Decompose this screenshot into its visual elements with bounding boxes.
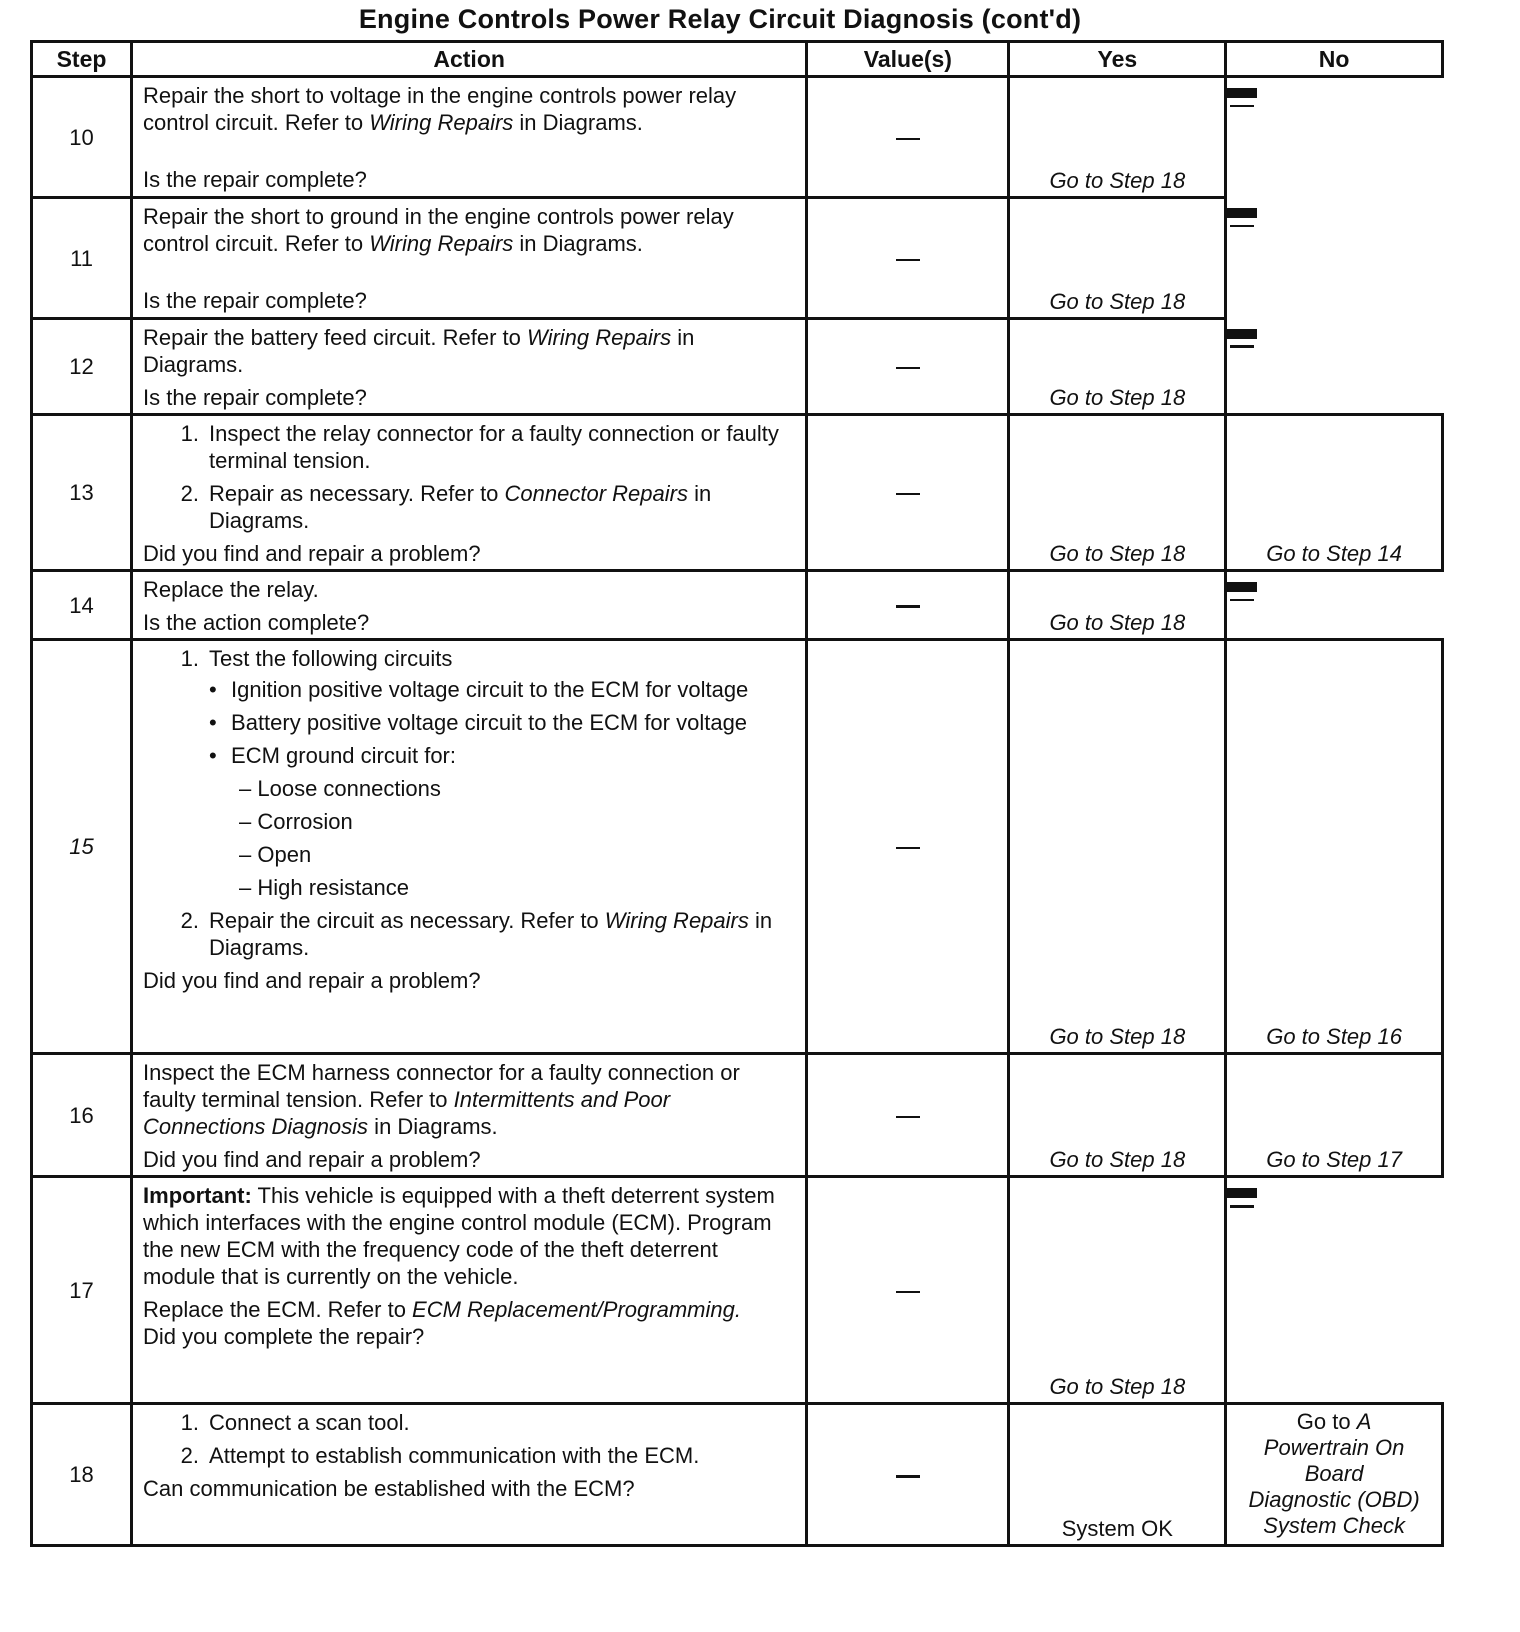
step-number: 16 <box>32 1054 132 1177</box>
reference-link: Wiring Repairs <box>604 908 749 933</box>
step-number: 14 <box>32 571 132 640</box>
value-cell <box>807 198 1009 319</box>
dash-mark <box>896 847 920 849</box>
step-number: 17 <box>32 1177 132 1404</box>
table-row <box>32 1177 1443 1404</box>
no-cell <box>1227 582 1257 592</box>
yes-cell: Go to Step 18 <box>1009 77 1226 198</box>
bullet-item: • Ignition positive voltage circuit to the ECM for voltage <box>209 677 749 702</box>
action-cell <box>132 1054 807 1177</box>
action-cell <box>132 1404 807 1546</box>
dash-mark <box>1230 1205 1254 1208</box>
action-text: Repair the short to voltage in the engine controls power relay control circuit. Refer to Wiring Repairs in Diagrams. <box>143 83 737 135</box>
numbered-list <box>143 907 795 961</box>
yes-cell: System OK <box>1009 1404 1226 1546</box>
list-item: 1. Inspect the relay connector for a faulty connection or faulty terminal tension. <box>180 421 779 473</box>
table-row <box>32 319 1443 415</box>
page-title: Engine Controls Power Relay Circuit Diagnosis (cont'd) <box>358 4 1082 34</box>
list-item: 1. Connect a scan tool. <box>180 1410 410 1435</box>
sub-item: – Corrosion <box>239 809 353 834</box>
action-text: Repair the short to ground in the engine controls power relay control circuit. Refer to Wiring Repairs in Diagrams. <box>143 204 734 256</box>
action-text: Replace the relay. <box>143 577 319 602</box>
header-action: Action <box>132 42 807 77</box>
step-number: 10 <box>32 77 132 198</box>
action-question: Did you find and repair a problem? <box>143 541 481 566</box>
no-cell: Go to Step 17 <box>1226 1054 1443 1177</box>
action-cell <box>132 77 807 198</box>
list-item: 1. Test the following circuits <box>180 646 453 671</box>
reference-link: Wiring Repairs <box>369 231 514 256</box>
table-row <box>32 640 1443 1054</box>
action-cell <box>132 1177 807 1404</box>
numbered-list <box>143 1409 795 1469</box>
step-number: 13 <box>32 415 132 571</box>
no-cell <box>1227 88 1257 98</box>
table-row <box>32 1404 1443 1546</box>
dash-mark <box>896 1475 920 1478</box>
header-values: Value(s) <box>807 42 1009 77</box>
value-cell <box>807 1054 1009 1177</box>
step-number: 15 <box>32 640 132 1054</box>
reference-link: Connector Repairs <box>504 481 688 506</box>
header-no: No <box>1226 42 1443 77</box>
value-cell <box>807 571 1009 640</box>
action-question: Is the repair complete? <box>143 385 367 410</box>
bullet-item: • Battery positive voltage circuit to the ECM for voltage <box>209 710 748 735</box>
table-row <box>32 415 1443 571</box>
table-row <box>32 198 1443 319</box>
table-row <box>32 571 1443 640</box>
bullet-item: • ECM ground circuit for: <box>209 743 456 768</box>
value-cell <box>807 319 1009 415</box>
header-row <box>32 42 1443 77</box>
dash-mark <box>896 259 920 261</box>
diagnosis-table <box>30 40 1444 1547</box>
header-step: Step <box>32 42 132 77</box>
table-row <box>32 1054 1443 1177</box>
action-question: Did you find and repair a problem? <box>143 1147 481 1172</box>
dash-mark <box>896 138 920 140</box>
dash-mark <box>896 1116 920 1118</box>
yes-cell: Go to Step 18 <box>1009 198 1226 319</box>
no-cell: Go to Step 14 <box>1226 415 1443 571</box>
action-text: Replace the ECM. Refer to ECM Replacement/Programming. <box>143 1297 741 1322</box>
value-cell <box>807 1177 1009 1404</box>
sub-item: – Open <box>239 842 312 867</box>
action-question: Did you complete the repair? <box>143 1324 425 1349</box>
no-cell <box>1227 329 1257 339</box>
numbered-list <box>143 645 795 672</box>
step-number: 12 <box>32 319 132 415</box>
action-question: Is the repair complete? <box>143 288 367 313</box>
yes-cell: Go to Step 18 <box>1009 1177 1226 1404</box>
dash-mark <box>1230 345 1254 348</box>
reference-link: Wiring Repairs <box>369 110 514 135</box>
action-question: Is the repair complete? <box>143 167 367 192</box>
value-cell <box>807 1404 1009 1546</box>
action-question: Is the action complete? <box>143 610 370 635</box>
dash-mark <box>1230 105 1254 107</box>
reference-link: ECM Replacement/Programming. <box>412 1297 741 1322</box>
action-cell <box>132 640 807 1054</box>
numbered-list <box>143 420 795 534</box>
yes-cell: Go to Step 18 <box>1009 1054 1226 1177</box>
dash-mark <box>1230 225 1254 227</box>
yes-cell: Go to Step 18 <box>1009 640 1226 1054</box>
dash-mark <box>896 1291 920 1293</box>
important-label: Important: <box>143 1183 252 1208</box>
action-question: Did you find and repair a problem? <box>143 968 481 993</box>
dash-mark <box>896 367 920 369</box>
table-row <box>32 77 1443 198</box>
list-item: 2. Attempt to establish communication with the ECM. <box>180 1443 700 1468</box>
action-question: Can communication be established with the ECM? <box>143 1476 635 1501</box>
no-cell: Go to A Powertrain On Board Diagnostic (OBD) System Check <box>1226 1404 1443 1546</box>
action-text: Repair the battery feed circuit. Refer to Wiring Repairs in Diagrams. <box>143 325 695 377</box>
value-cell <box>807 415 1009 571</box>
reference-link: Intermittents and Poor Connections Diagnosis <box>143 1087 671 1139</box>
action-cell <box>132 319 807 415</box>
dash-mark <box>896 493 920 495</box>
value-cell <box>807 77 1009 198</box>
sub-item: – Loose connections <box>239 776 441 801</box>
value-cell <box>807 640 1009 1054</box>
action-cell <box>132 415 807 571</box>
no-cell <box>1227 208 1257 218</box>
no-cell: Go to Step 16 <box>1226 640 1443 1054</box>
no-cell <box>1227 1188 1257 1198</box>
dash-mark <box>1230 599 1254 601</box>
yes-cell: Go to Step 18 <box>1009 415 1226 571</box>
action-cell <box>132 571 807 640</box>
reference-link: Wiring Repairs <box>527 325 672 350</box>
step-number: 18 <box>32 1404 132 1546</box>
step-number: 11 <box>32 198 132 319</box>
action-text: Inspect the ECM harness connector for a faulty connection or faulty terminal tension. Refer to Intermittents and Poor Connections Diagnosis in Diagrams. <box>143 1060 740 1139</box>
action-cell <box>132 198 807 319</box>
yes-cell: Go to Step 18 <box>1009 319 1226 415</box>
dash-mark <box>896 605 920 608</box>
sub-item: – High resistance <box>239 875 410 900</box>
list-item: 2. Repair as necessary. Refer to Connector Repairs in Diagrams. <box>180 481 712 533</box>
yes-cell: Go to Step 18 <box>1009 571 1226 640</box>
list-item: 2. Repair the circuit as necessary. Refer to Wiring Repairs in Diagrams. <box>180 908 773 960</box>
important-note: Important: This vehicle is equipped with a theft deterrent system which interfaces with the engine control module (ECM). Program the new ECM with the frequency code of the theft deterrent module that is currently on the vehicle. <box>143 1183 775 1289</box>
header-yes: Yes <box>1009 42 1226 77</box>
